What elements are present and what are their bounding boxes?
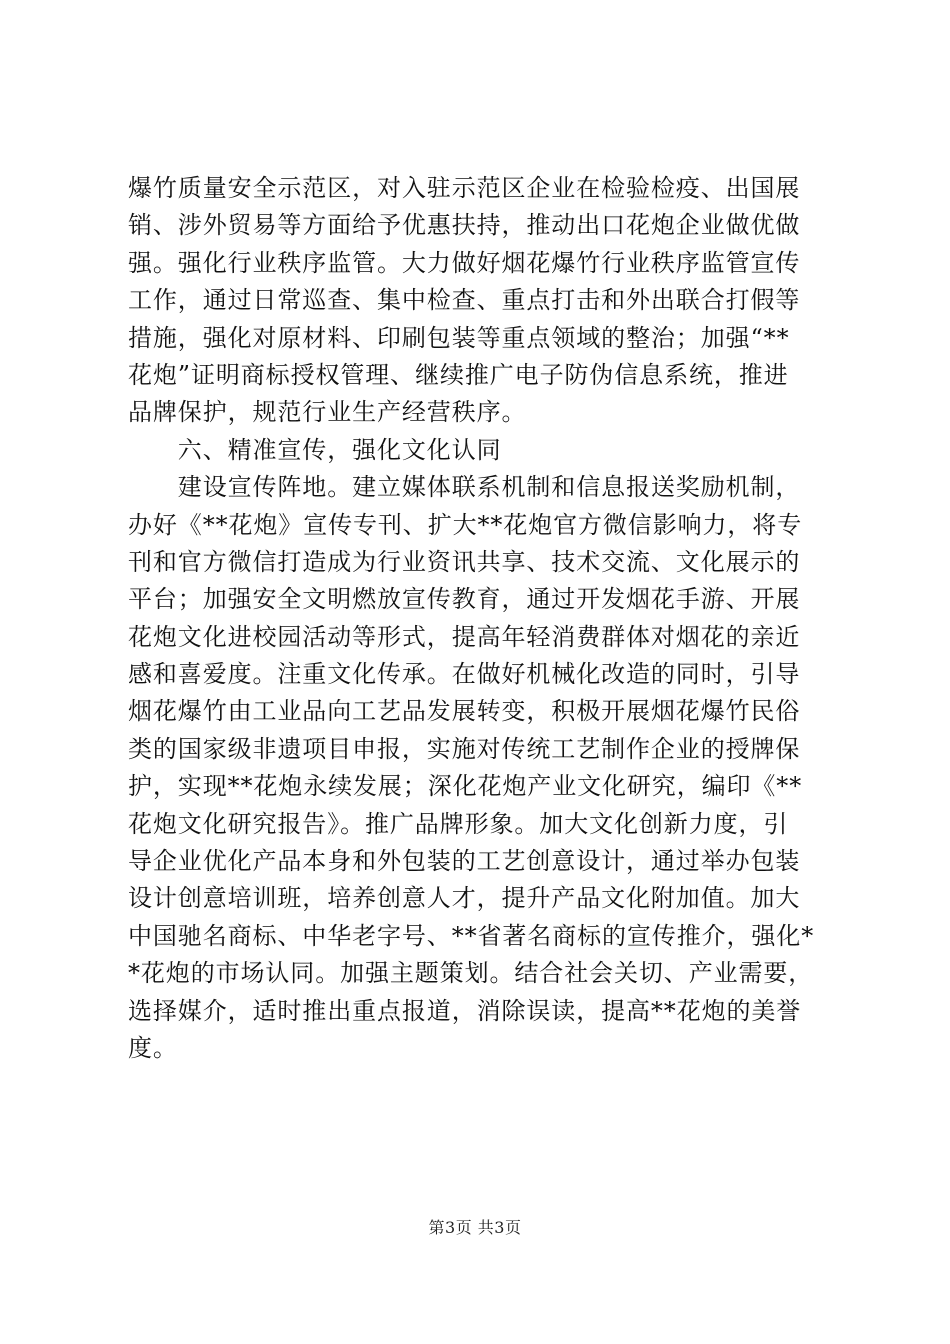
text-line: 花炮文化研究报告》。推广品牌形象。加大文化创新力度，引 bbox=[128, 809, 789, 838]
page-footer: 第3页 共3页 bbox=[428, 1218, 522, 1237]
text-line: 设计创意培训班，培养创意人才，提升产品文化附加值。加大 bbox=[128, 884, 801, 913]
text-line: 中国驰名商标、中华老字号、**省著名商标的宣传推介，强化* bbox=[128, 921, 815, 950]
text-line: 销、涉外贸易等方面给予优惠扶持，推动出口花炮企业做优做 bbox=[128, 211, 801, 240]
text-line: *花炮的市场认同。加强主题策划。结合社会关切、产业需要， bbox=[128, 959, 814, 988]
text-line: 措施，强化对原材料、印刷包装等重点领域的整治；加强“** bbox=[128, 323, 790, 352]
text-line: 平台；加强安全文明燃放宣传教育，通过开发烟花手游、开展 bbox=[128, 585, 801, 614]
body-text bbox=[128, 170, 828, 1067]
text-line: 强。强化行业秩序监管。大力做好烟花爆竹行业秩序监管宣传 bbox=[128, 248, 801, 277]
text-line: 度。 bbox=[128, 1033, 178, 1062]
text-line: 花炮文化进校园活动等形式，提高年轻消费群体对烟花的亲近 bbox=[128, 622, 801, 651]
text-line: 建设宣传阵地。建立媒体联系机制和信息报送奖励机制， bbox=[128, 473, 801, 502]
text-line: 类的国家级非遗项目申报，实施对传统工艺制作企业的授牌保 bbox=[128, 734, 801, 763]
text-line: 护，实现**花炮永续发展；深化花炮产业文化研究，编印《** bbox=[128, 772, 803, 801]
section-heading: 六、精准宣传，强化文化认同 bbox=[128, 435, 502, 464]
text-line: 花炮”证明商标授权管理、继续推广电子防伪信息系统，推进 bbox=[128, 360, 789, 389]
text-line: 品牌保护，规范行业生产经营秩序。 bbox=[128, 398, 527, 427]
text-line: 选择媒介，适时推出重点报道，消除误读，提高**花炮的美誉 bbox=[128, 996, 802, 1025]
text-line: 爆竹质量安全示范区，对入驻示范区企业在检验检疫、出国展 bbox=[128, 174, 801, 202]
text-line: 办好《**花炮》宣传专刊、扩大**花炮官方微信影响力，将专 bbox=[128, 510, 803, 539]
text-line: 感和喜爱度。注重文化传承。在做好机械化改造的同时，引导 bbox=[128, 660, 801, 689]
text-line: 导企业优化产品本身和外包装的工艺创意设计，通过举办包装 bbox=[128, 847, 801, 876]
text-line: 工作，通过日常巡查、集中检查、重点打击和外出联合打假等 bbox=[128, 286, 801, 315]
text-line: 刊和官方微信打造成为行业资讯共享、技术交流、文化展示的 bbox=[128, 547, 801, 576]
text-line: 烟花爆竹由工业品向工艺品发展转变，积极开展烟花爆竹民俗 bbox=[128, 697, 801, 726]
